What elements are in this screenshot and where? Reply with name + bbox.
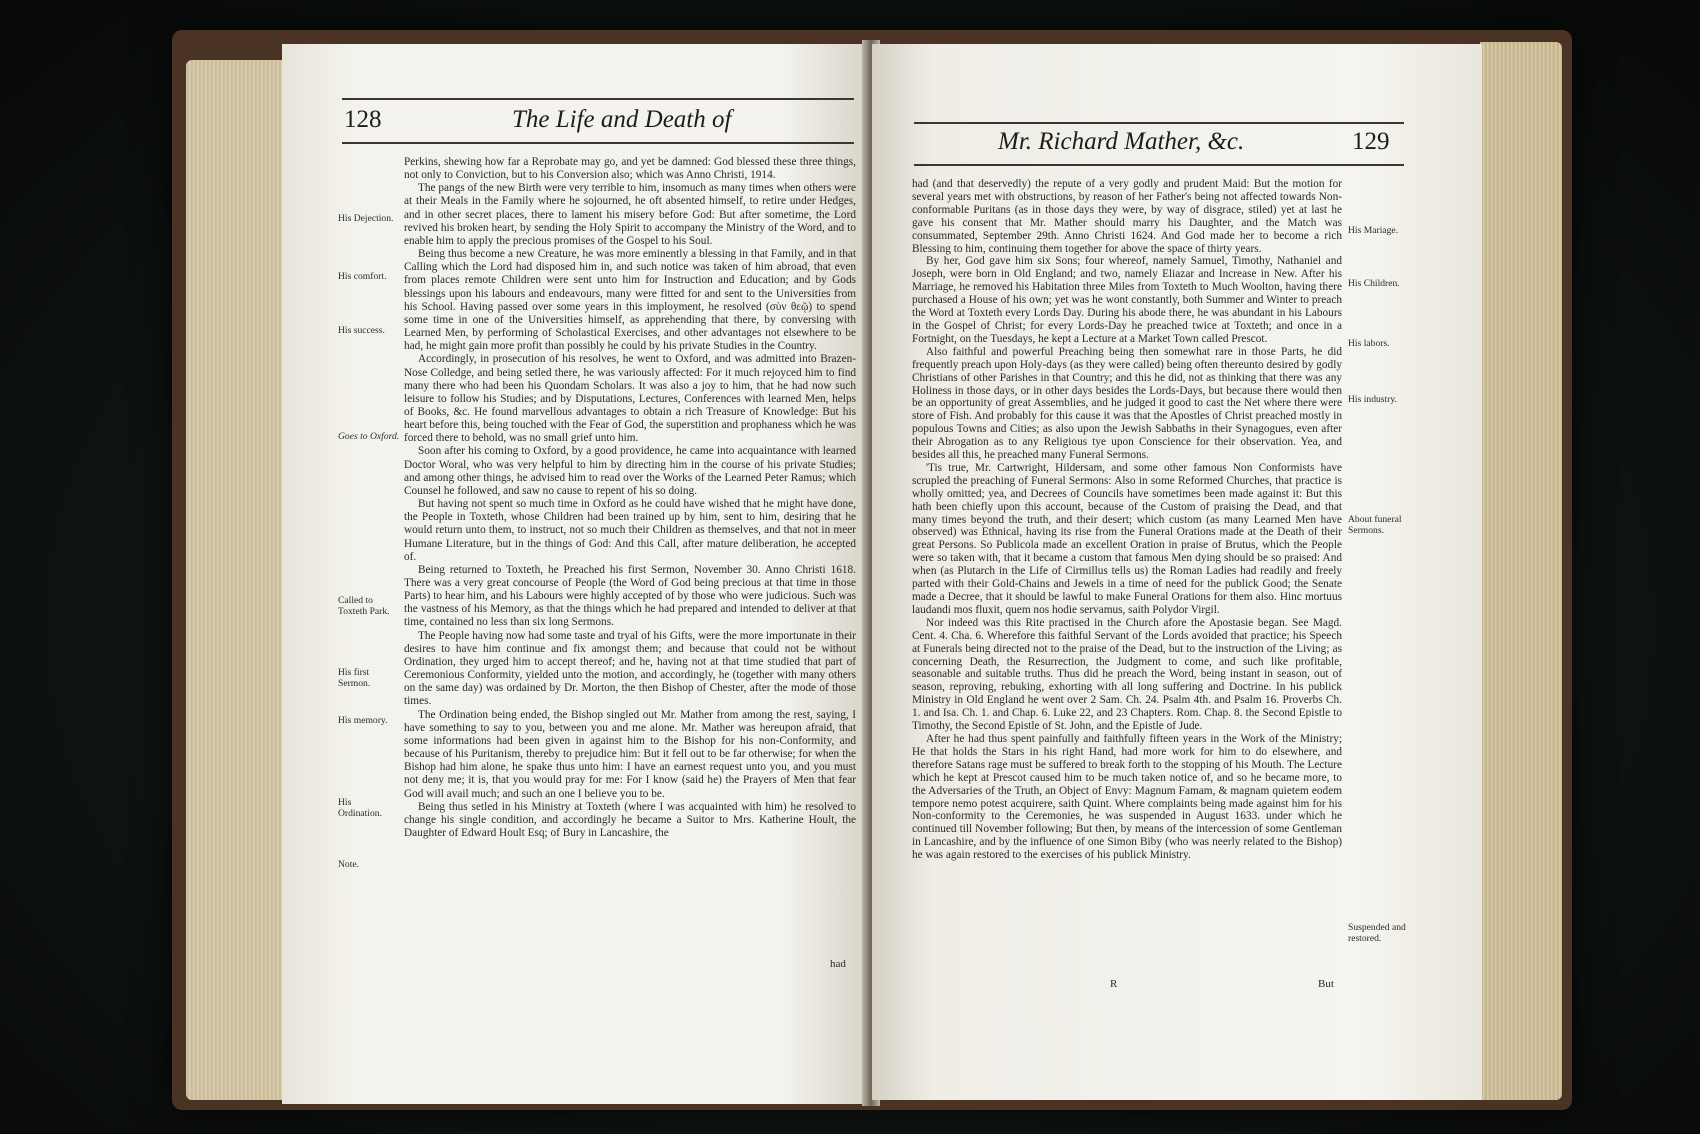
catchword: But xyxy=(1318,978,1334,990)
margin-note: His success. xyxy=(338,325,385,336)
right-body-text xyxy=(912,178,1342,862)
running-head: The Life and Death of xyxy=(512,106,732,133)
running-head: Mr. Richard Mather, &c. xyxy=(998,128,1245,155)
margin-note: Note. xyxy=(338,859,360,870)
margin-note: Goes to Oxford. xyxy=(338,431,400,442)
margin-note: His Ordination. xyxy=(338,797,382,819)
margin-note: His first Sermon. xyxy=(338,667,371,689)
margin-note: His memory. xyxy=(338,715,388,726)
header-rule-top xyxy=(342,98,854,100)
margin-note: His labors. xyxy=(1348,338,1390,349)
margin-note: His Dejection. xyxy=(338,213,394,224)
header-rule-top xyxy=(914,122,1404,124)
left-page xyxy=(282,44,868,1104)
paragraph: Also faithful and powerful Preaching being then somewhat rare in those Parts, he did frequently preach upon Holy-days (as they were called) being often thereunto desired by godly Christians of other Parishes in that Country; and this he did, not as thinking that there was any Holiness in those days, or in other days besides the Lords-Days, but because there would then be an opportunity of great Assemblies, and he judged it good to cast the Net where there were store of Fish. And probably for this cause it was that the Apostles of Christ preached mostly in populous Towns and Cities; as also upon the Jewish Sabbaths in their Synagogues, even after their Abrogation as to any Religious tye upon Conscience for their observation. Yea, and besides all this, he preached many Funeral Sermons. xyxy=(912,345,1342,462)
paragraph: Soon after his coming to Oxford, by a good providence, he came into acquaintance with learned Doctor Woral, who was very helpful to him by directing him in the course of his private Studies; and among other things, he advised him to read over the Works of the Learned Peter Ramus; which Counsel he followed, and saw no cause to repent of his so doing. xyxy=(404,445,856,497)
paragraph: Accordingly, in prosecution of his resolves, he went to Oxford, and was admitted into Brazen-Nose Colledge, and being setled there, he was variously affected: For it much rejoyced him to find many there who had been his Quondam Scholars. It was also a joy to him, that he had now such leisure to follow his Studies; and by Disputations, Lectures, Conferences with learned Men, helps of Books, &c. He found marvellous advantages to obtain a rich Treasure of Knowledge: But his heart before this, being touched with the Fear of God, the superstition and prophaness which he was forced there to behold, was no small grief unto him. xyxy=(404,353,856,445)
header-rule-bottom xyxy=(914,164,1404,166)
paragraph: Being thus setled in his Ministry at Toxteth (where I was acquainted with him) he resolved to change his single condition, and accordingly he became a Suitor to Mrs. Katherine Hoult, the Daughter of Edward Hoult Esq; of Bury in Lancashire, the xyxy=(404,800,856,839)
right-page xyxy=(872,44,1482,1100)
paragraph: But having not spent so much time in Oxford as he could have wished that he might have done, the People in Toxteth, whose Children had been trained up by him, sent to him, desiring that he would return unto them, to instruct, not so much their Children as themselves, and that not in meer Humane Literature, but in the things of God: And this Call, after mature deliberation, he accepted of. xyxy=(404,498,856,563)
margin-note: His comfort. xyxy=(338,271,387,282)
paragraph: The Ordination being ended, the Bishop singled out Mr. Mather from among the rest, saying, I have something to say to you, between you and me alone. Mr. Mather was hereupon afraid, that some informations had been given in against him to the Bishop for his non-Conformity, and because of his Puritanism, thereby to prejudice him: But it fell out to be far otherwise; for when the Bishop had him alone, he spake thus unto him: I have an earnest request unto you, and you must not deny me; it is, that you would pray for me: For I know (said he) the Prayers of Men that fear God will avail much; and such an one I believe you to be. xyxy=(404,708,856,800)
paragraph: had (and that deservedly) the repute of a very godly and prudent Maid: But the motion for several years met with obstructions, by reason of her Father's being not affected towards Non-conformable Puritans (as in those days they were, by way of disgrace, stiled) yet at last he gave his consent that Mr. Mather should marry his Daughter, and the Match was consummated, September 29th. Anno Christi 1624. And God made her to become a rich Blessing to him, continuing them together for above the space of thirty years. xyxy=(912,178,1342,255)
paragraph: Nor indeed was this Rite practised in the Church afore the Apostasie began. See Magd. Cent. 4. Cha. 6. Wherefore this faithful Servant of the Lords avoided that practice; his Speech at Funerals being directed not to the praise of the Dead, but to the instruction of the Living; as concerning Death, the Resurrection, the Judgment to come, and such like profitable, seasonable and suitable truths. Thus did he preach the Word, being instant in season, out of season, reproving, rebuking, exhorting with all long suffering and Doctrine. In his publick Ministry in Old England he went over 2 Sam. Ch. 24. Psalm 4th. and Psalm 16. Proverbs Ch. 1. and Isa. Ch. 1. and Chap. 6. Luke 22, and 23 Chapters. Rom. Chap. 8. the Second Epistle to Timothy, the Second Epistle of St. John, and the Epistle of Jude. xyxy=(912,616,1342,733)
paragraph: The pangs of the new Birth were very terrible to him, insomuch as many times when others were at their Meals in the Family where he sojourned, he oft absented himself, to retire under Hedges, and in other secret places, there to lament his misery before God: But after sometime, the Lord revived his broken heart, by sending the Holy Spirit to accompany the Ministry of the Word, and to enable him to apply the precious promises of the Gospel to his Soul. xyxy=(404,182,856,247)
paragraph: By her, God gave him six Sons; four whereof, namely Samuel, Timothy, Nathaniel and Joseph, were born in Old England; and two, namely Eliazar and Increase in New. After his Marriage, he removed his Habitation three Miles from Toxteth to Much Woolton, having there purchased a House of his own; yet was he wont constantly, both Summer and Winter to preach the Word at Toxteth every Lords Day. During his abode there, he was abundant in his Labours in the Gospel of Christ; for every Lords-Day he preached twice at Toxteth; and once in a Fortnight, on the Tuesdays, he kept a Lecture at a Market Town called Prescot. xyxy=(912,255,1342,345)
header-rule-bottom xyxy=(342,142,854,144)
right-page-edges xyxy=(1480,42,1562,1100)
margin-note: His Children. xyxy=(1348,278,1400,289)
paragraph: Perkins, shewing how far a Reprobate may go, and yet be damned: God blessed these three things, not only to Conviction, but to his Conversion also; which was Anno Christi, 1914. xyxy=(404,156,856,182)
signature-mark: R xyxy=(1110,978,1118,990)
paragraph: 'Tis true, Mr. Cartwright, Hildersam, and some other famous Non Conformists have scrupled the preaching of Funeral Sermons: Also in some Reformed Churches, that practice is wholly omitted; yea, and Decrees of Councils have sometimes been made against it: But this hath been chiefly upon this account, because of the Custom of praising the Dead, and that many times beyond the truth, and their desert; which custom (as many Learned Men have observed) was Ethnical, having its rise from the Funeral Orations made at the Death of their great Persons. So Publicola made an excellent Oration in praise of Brutus, which the People were so taken with, that it became a custom that famous Men dying should be so praised: And when (as Plutarch in the Life of Cirmillus tells us) the Roman Ladies had readily and freely parted with their Gold-Chains and Jewels in a time of need for the publick Good; the Senate made a Decree, that it should be lawful to make Funeral Orations for them also. Hinc mortuus laudandi mos fluxit, quem nos hodie servamus, saith Polydor Virgil. xyxy=(912,461,1342,616)
page-number: 128 xyxy=(344,106,382,133)
paragraph: The People having now had some taste and tryal of his Gifts, were the more importunate in their desires to have him continue and fix amongst them; and because that could not be without Ordination, they urged him to accept thereof; and he, having not at that time studied that part of Ceremonious Conformity, yielded unto the motion, and accordingly, he (together with many others on the same day) was ordained by Dr. Morton, the then Bishop of Chester, after the mode of those times. xyxy=(404,629,856,708)
margin-note: Suspended and restored. xyxy=(1348,922,1406,944)
page-number: 129 xyxy=(1352,128,1390,155)
paragraph: Being thus become a new Creature, he was more eminently a blessing in that Family, and in that Calling which the Lord had disposed him in, and such notice was taken of him abroad, that even from places remote Children were sent unto him for Instruction and Education; and by Gods blessings upon his labours and endeavours, many were fitted for and sent to the Universities from his School. Having passed over some years in this imployment, he resolved (σὺν θεῷ) to spend some time in one of the Universities himself, as apprehending that there, by conversing with Learned Men, by performing of Scholastical Exercises, and other advantages not elsewhere to be had, he might gain more profit than possibly he could by his private Studies in the Country. xyxy=(404,248,856,353)
margin-note: His industry. xyxy=(1348,394,1397,405)
catchword: had xyxy=(830,958,846,970)
margin-note: Called to Toxteth Park. xyxy=(338,595,390,617)
margin-note: His Mariage. xyxy=(1348,225,1399,236)
left-body-text xyxy=(404,156,856,840)
paragraph: Being returned to Toxteth, he Preached his first Sermon, November 30. Anno Christi 1618. There was a very great concourse of People (the Word of God being precious at that time in those Parts) to hear him, and his Labours were highly accepted of by those who were judicious. Such was the vastness of his Memory, as that the things which he had prepared and intended to deliver at that time, contained no less than six long Sermons. xyxy=(404,563,856,629)
margin-note: About funeral Sermons. xyxy=(1348,514,1402,536)
left-page-edges xyxy=(186,60,286,1100)
paragraph: After he had thus spent painfully and faithfully fifteen years in the Work of the Ministry; He that holds the Stars in his right Hand, had more work for him to do elsewhere, and therefore Satans rage must be suffered to break forth to the stopping of his Mouth. The Lecture which he kept at Prescot caused him to be much taken notice of, and so he became more, to the Adversaries of the Truth, an Object of Envy: Magnum Famam, & magnam quietem eodem tempore nemo potest acquirere, saith Quint. Where complaints being made against him for his Non-conformity to the Ceremonies, he was suspended in August 1633. under which he continued till November following; But then, by means of the intercession of some Gentleman in Lancashire, and by the influence of one Simon Biby (who was neerly related to the Bishop) he was again restored to the exercises of his publick Ministry. xyxy=(912,732,1342,862)
